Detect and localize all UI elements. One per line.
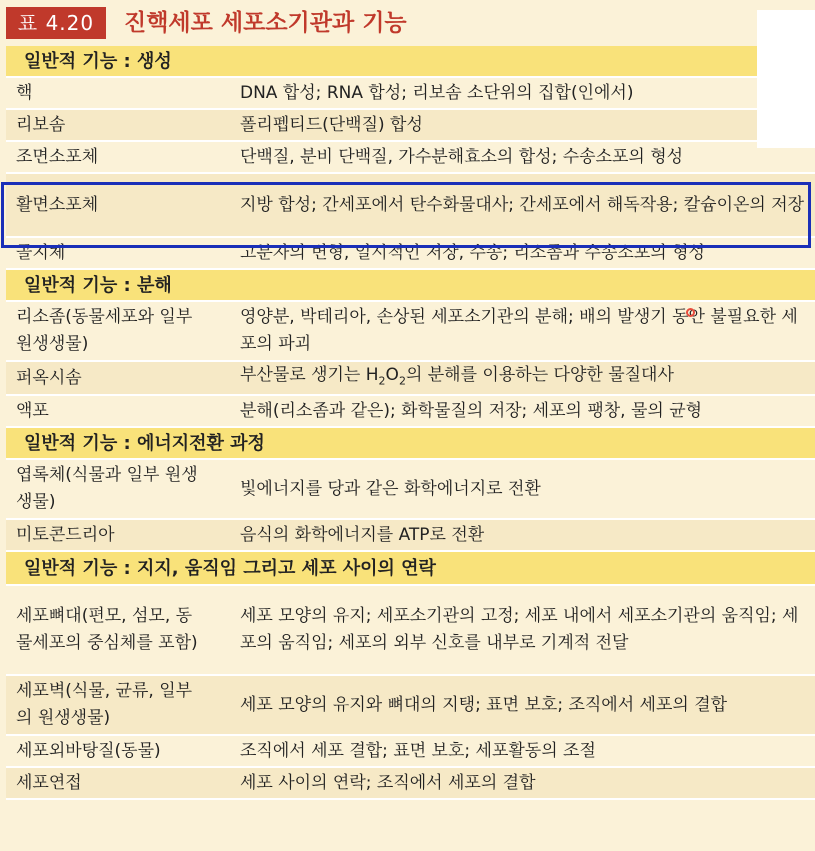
organelle-name: 액포	[6, 395, 206, 427]
table-row	[6, 77, 815, 109]
organelle-name: 세포연접	[6, 767, 206, 799]
subscript: 2	[398, 374, 406, 388]
desc-text: 의 분해를 이용하는 다양한 물질대사	[405, 365, 674, 385]
organelle-function: 음식의 화학에너지를 ATP로 전환	[206, 519, 815, 551]
desc-text: O	[385, 365, 399, 385]
table-row	[6, 141, 815, 173]
organelle-function: 단백질, 분비 단백질, 가수분해효소의 합성; 수송소포의 형성	[206, 141, 815, 173]
organelle-name: 엽록체(식물과 일부 원생생물)	[6, 459, 206, 519]
organelle-function: 세포 모양의 유지; 세포소기관의 고정; 세포 내에서 세포소기관의 움직임; 세포의 움직임; 세포의 외부 신호를 내부로 기계적 전달	[206, 585, 815, 675]
organelle-function: 영양분, 박테리아, 손상된 세포소기관의 분해; 배의 발생기 동안 불필요한 세포의 파괴	[206, 301, 815, 361]
organelle-function: 조직에서 세포 결합; 표면 보호; 세포활동의 조절	[206, 735, 815, 767]
organelle-function: 지방 합성; 간세포에서 탄수화물대사; 간세포에서 해독작용; 칼슘이온의 저장	[206, 173, 815, 237]
organelle-function: 폴리펩티드(단백질) 합성	[206, 109, 815, 141]
organelle-name: 리소좀(동물세포와 일부 원생생물)	[6, 301, 206, 361]
table-row	[6, 361, 815, 395]
organelle-function: 빛에너지를 당과 같은 화학에너지로 전환	[206, 459, 815, 519]
desc-text: 부산물로 생기는 H	[240, 365, 379, 385]
table-row	[6, 519, 815, 551]
organelle-function: 세포 모양의 유지와 뼈대의 지탱; 표면 보호; 조직에서 세포의 결합	[206, 675, 815, 735]
organelle-name: 미토콘드리아	[6, 519, 206, 551]
subscript: 2	[378, 374, 386, 388]
highlight-box	[1, 182, 811, 248]
section-heading-row	[6, 551, 815, 585]
organelle-name: 핵	[6, 77, 206, 109]
organelle-function: 세포 사이의 연락; 조직에서 세포의 결합	[206, 767, 815, 799]
section-heading-row	[6, 46, 815, 77]
section-heading-row	[6, 427, 815, 459]
section-heading: 일반적 기능 : 생성	[6, 46, 815, 77]
table-number-badge: 표 4.20	[6, 7, 106, 39]
section-heading: 일반적 기능 : 지지, 움직임 그리고 세포 사이의 연락	[6, 551, 815, 585]
organelle-function: DNA 합성; RNA 합성; 리보솜 소단위의 집합(인에서)	[206, 77, 815, 109]
organelle-function-table	[6, 46, 815, 800]
organelle-name: 조면소포체	[6, 141, 206, 173]
section-heading-row	[6, 269, 815, 301]
organelle-function	[206, 361, 815, 395]
table-row	[6, 109, 815, 141]
organelle-name: 리보솜	[6, 109, 206, 141]
blank-patch	[757, 10, 815, 148]
table-row	[6, 735, 815, 767]
section-heading: 일반적 기능 : 에너지전환 과정	[6, 427, 815, 459]
table-title: 진핵세포 세포소기관과 기능	[124, 10, 407, 36]
title-bar	[0, 0, 815, 44]
organelle-name: 퍼옥시솜	[6, 361, 206, 395]
organelle-function: 분해(리소좀과 같은); 화학물질의 저장; 세포의 팽창, 물의 균형	[206, 395, 815, 427]
organelle-function: 고분자의 변형, 일시적인 저장, 수송; 리소좀과 수송소포의 형성	[206, 237, 815, 269]
table-row	[6, 675, 815, 735]
organelle-name: 세포뼈대(편모, 섬모, 동물세포의 중심체를 포함)	[6, 585, 206, 675]
organelle-name: 세포외바탕질(동물)	[6, 735, 206, 767]
marker-dot-icon	[686, 308, 695, 317]
table-row	[6, 459, 815, 519]
table-row	[6, 767, 815, 799]
table-row	[6, 585, 815, 675]
organelle-name: 활면소포체	[6, 173, 206, 237]
table-row	[6, 395, 815, 427]
organelle-name: 세포벽(식물, 균류, 일부의 원생생물)	[6, 675, 206, 735]
organelle-name: 골지체	[6, 237, 206, 269]
section-heading: 일반적 기능 : 분해	[6, 269, 815, 301]
